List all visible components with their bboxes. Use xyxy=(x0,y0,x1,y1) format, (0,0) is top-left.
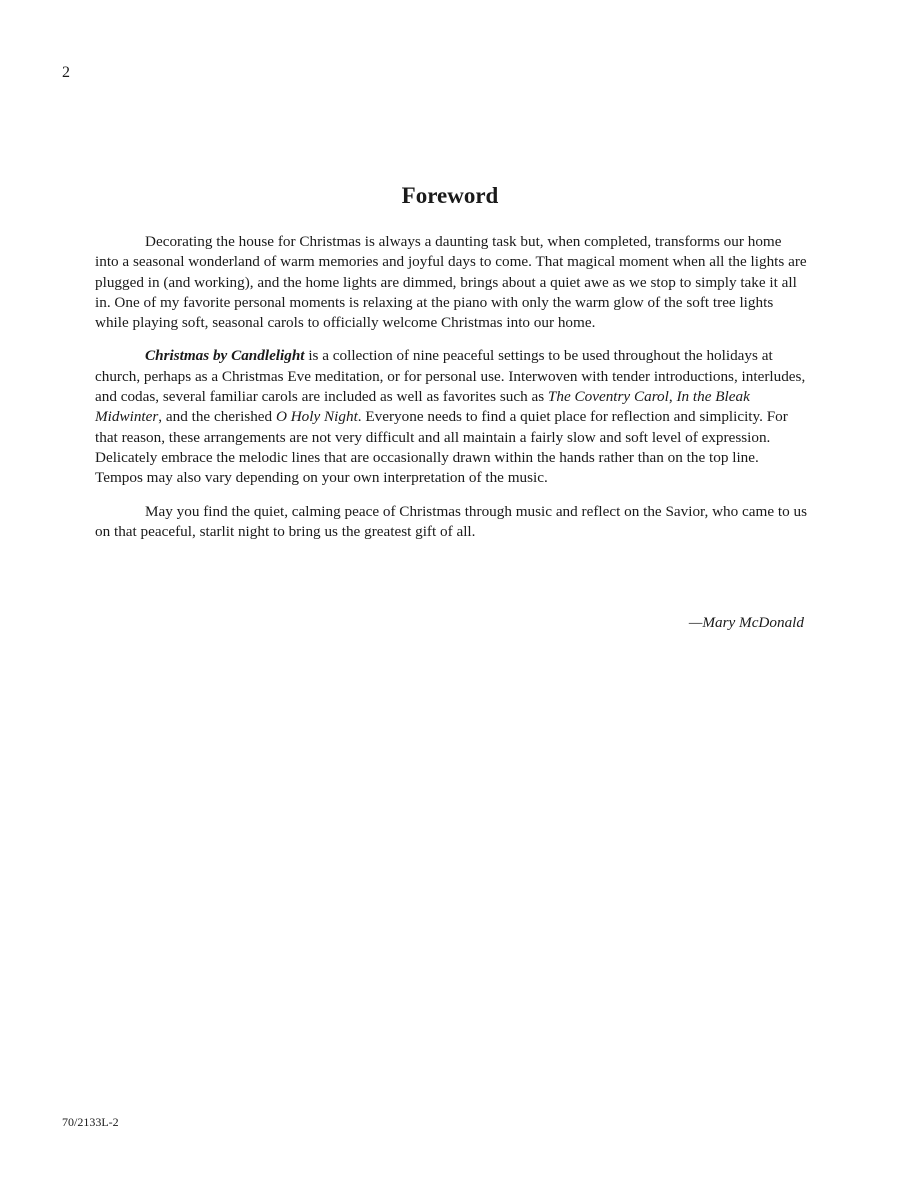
carol-title-o-holy-night: O Holy Night xyxy=(275,408,358,426)
paragraph-1: Decorating the house for Christmas is always a daunting task but, when completed, transforms our home into a seasonal wonderland of warm memories and joyful days to come. That magical moment when all the lights are plugged in (and working), and the home lights are dimmed, brings about a quiet awe as we stop to simply take it all in. One of my favorite personal moments is relaxing at the piano with only the warm glow of the soft tree lights while playing soft, seasonal carols to officially welcome Christmas into our home. xyxy=(95,233,807,332)
author-signature: —Mary McDonald xyxy=(688,614,804,631)
page-number: 2 xyxy=(62,64,70,81)
page-title: Foreword xyxy=(401,183,499,208)
catalog-code: 70/2133L-2 xyxy=(62,1115,119,1129)
carol-title-bleak-midwinter: In the Bleak Midwinter xyxy=(95,388,750,426)
paragraph-2-sep-1: , xyxy=(668,388,677,406)
paragraph-2-text-a: is a collection of nine peaceful settings to be used throughout the holidays at church, perhaps as a Christmas Eve meditation, or for personal use. Interwoven with tender introductions, interludes, and codas, several familiar carols are included as well as favorites such as xyxy=(95,347,806,406)
paragraph-2 xyxy=(95,346,807,488)
paragraph-2-text-b: . Everyone needs to find a quiet place for reflection and simplicity. For that reason, these arrangements are not very difficult and all maintain a fairly slow and soft level of expression. Delicately embrace the melodic lines that are occasionally drawn within the hands rather than on the top line. Tempos may also vary depending on your own interpretation of the music. xyxy=(95,408,788,487)
carol-title-coventry: The Coventry Carol xyxy=(547,388,669,406)
foreword-body xyxy=(95,232,807,555)
paragraph-3: May you find the quiet, calming peace of Christmas through music and reflect on the Savior, who came to us on that peaceful, starlit night to bring us the greatest gift of all. xyxy=(95,502,807,540)
book-title: Christmas by Candlelight xyxy=(145,347,305,365)
paragraph-2-sep-2: , and the cherished xyxy=(158,408,276,426)
